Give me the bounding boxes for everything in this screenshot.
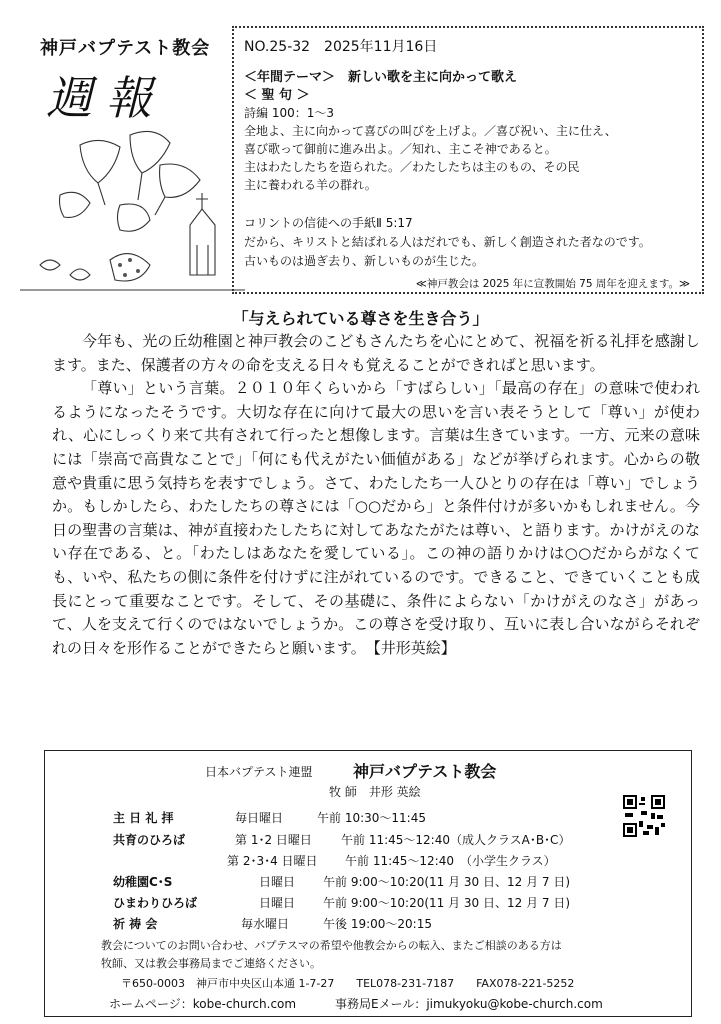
union-name: 日本バプテスト連盟 [205, 765, 313, 779]
verse-line: コリントの信徒への手紙Ⅱ 5:17 [244, 216, 413, 230]
schedule-time: 午前 9:00～10:20(11 月 30 日、12 月 7 日) [323, 896, 571, 910]
sermon-paragraph: 「尊い」という言葉。２０１０年くらいから「すばらしい」「最高の存在」の意味で使われるようになったそうです。大切な存在に向けて最大の思いを言い表そうとして「尊い」が使われ、心にしっくり来て共有されて行ったと想像します。言葉は生きています。一方、元来の意味には「崇高で高貴なことで」「何にも代えがたい価値がある」などが挙げられます。心からの敬意や貴重に思う気持ちを表すでしょう。さて、わたしたち一人ひとりの存在は「尊い」でしょうか。もしかしたら、わたしたちの尊さには「○○だから」と条件付けが多いかもしれません。今日の聖書の言葉は、神が直接わたしたちに対してあなたがたは尊い、と語ります。かけがえのない存在である、と。「わたしはあなたを愛している」。この神の語りかけは○○だからがなくても、いや、私たちの側に条件を付けずに注がれているのです。できること、できていくことも成長にとって重要なことです。そして、その基礎に、条件によらない「かけがえのなさ」があって、人を支えて行くのではないでしょうか。この尊さを受け取り、互いに表し合いながらそれぞれの日々を形作ることができたらと願います。 【井形英絵】 [52, 379, 700, 657]
verse-line: 全地よ、主に向かって喜びの叫びを上げよ。／喜び祝い、主に仕え、 [244, 124, 617, 138]
schedule-time: 午前 11:45～12:40 （小学生クラス） [345, 854, 556, 868]
qr-code-icon [623, 795, 665, 837]
schedule-time: 午前 11:45～12:40（成人クラスA･B･C） [341, 833, 571, 847]
pastor-name: 牧 師 井形 英絵 [329, 785, 421, 799]
email-link[interactable]: 事務局Eメール：jimukyoku@kobe-church.com [335, 997, 603, 1011]
address: 〒650-0003 神戸市中央区山本通 1-7-27 TEL078-231-7187 FAX078-221-5252 [121, 977, 575, 990]
weekly-title: 週報 [46, 71, 166, 125]
verse-line: 主に養われる羊の群れ。 [244, 178, 377, 192]
contact-text: 牧師、又は教会事務局までご連絡ください。 [101, 957, 321, 970]
schedule-day: 毎日曜日 [235, 811, 284, 825]
schedule-day: 第 1･2 日曜日 [235, 833, 312, 847]
schedule-time: 午前 10:30～11:45 [317, 811, 426, 825]
schedule-day: 第 2･3･4 日曜日 [227, 854, 318, 868]
schedule-day: 日曜日 [259, 896, 296, 910]
schedule-name: 共育のひろば [113, 833, 186, 847]
verse-line: だから、キリストと結ばれる人はだれでも、新しく創造された者なのです。 [244, 235, 651, 249]
header-box [232, 26, 704, 294]
annual-theme: ＜年間テーマ＞ 新しい歌を主に向かって歌え [244, 70, 518, 85]
verse-line: 詩編 100：1～3 [244, 106, 334, 120]
schedule-day: 毎水曜日 [241, 917, 290, 931]
anniversary-note: ≪神戸教会は 2025 年に宣教開始 75 周年を迎えます。≫ [415, 278, 690, 290]
verse-line: 喜び歌って御前に進み出よ。／知れ、主こそ神であると。 [244, 142, 557, 156]
schedule-time: 午前 9:00～10:20(11 月 30 日、12 月 7 日) [323, 875, 571, 889]
verse-heading: ＜ 聖 句 ＞ [244, 88, 310, 103]
schedule-name: 幼稚園C･S [113, 875, 173, 889]
sermon-title: 「与えられている尊さを生き合う」 [232, 309, 489, 328]
verse-line: 主はわたしたちを造られた。／わたしたちは主のもの、その民 [244, 160, 580, 174]
sermon-paragraph: 今年も、光の丘幼稚園と神戸教会のこどもさんたちを心にとめて、祝福を祈る礼拝を感謝します。また、保護者の方々の命を支える日々も覚えることができればと思います。 [52, 332, 700, 374]
ginkgo-church-illustration [20, 125, 245, 295]
church-info-box [44, 750, 692, 1017]
verse-line: 古いものは過ぎ去り、新しいものが生じた。 [244, 254, 485, 268]
contact-text: 教会についてのお問い合わせ、バプテスマの希望や他教会からの転入、またご相談のある方は [101, 939, 562, 952]
sermon-body [52, 330, 700, 660]
schedule-day: 日曜日 [259, 875, 296, 889]
footer-church-name: 神戸バプテスト教会 [353, 762, 497, 781]
schedule-name: 祈 祷 会 [113, 917, 158, 931]
issue-number-date: NO.25-32 2025年11月16日 [244, 39, 438, 55]
schedule-time: 午後 19:00～20:15 [323, 917, 432, 931]
church-name: 神戸バプテスト教会 [40, 38, 211, 59]
schedule-name: 主 日 礼 拝 [113, 811, 174, 825]
homepage-link[interactable]: ホームページ：kobe-church.com [109, 997, 297, 1011]
schedule-name: ひまわりひろば [113, 896, 198, 910]
